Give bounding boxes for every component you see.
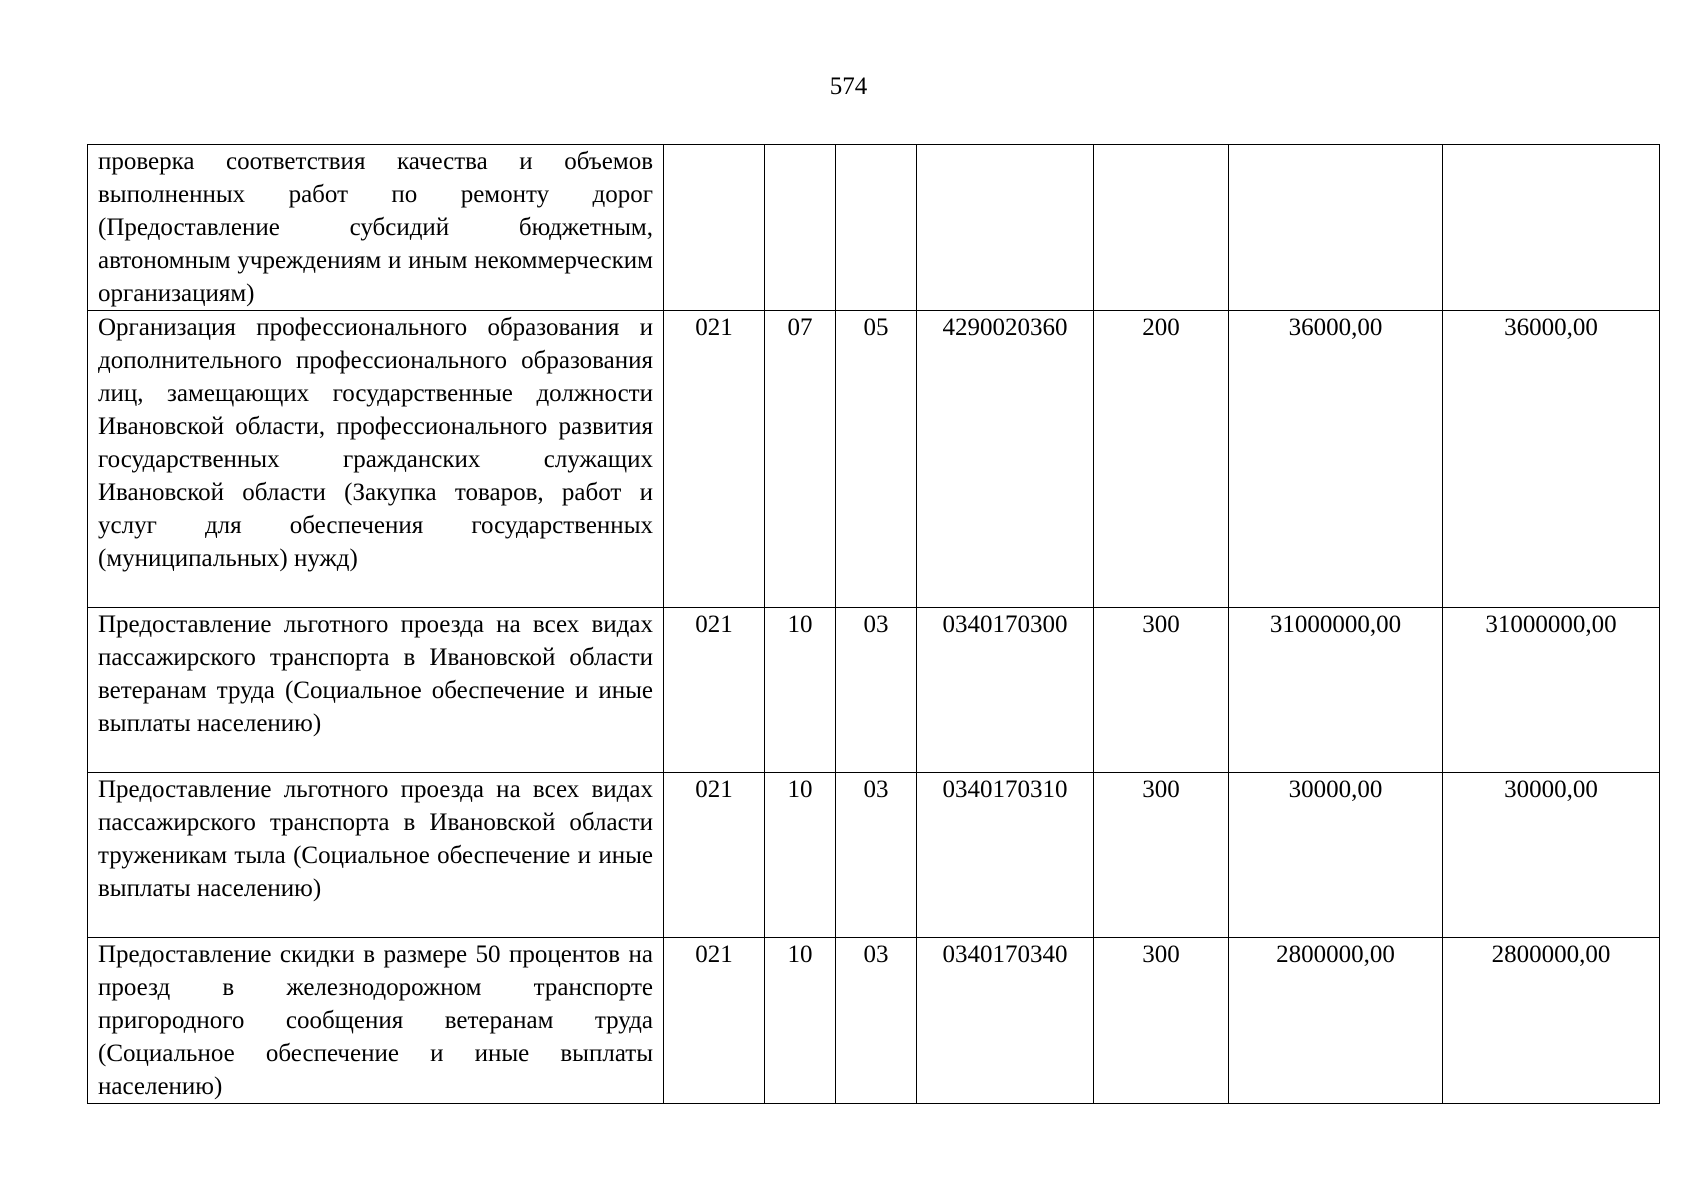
amount-2-cell: 31000000,00 <box>1443 608 1660 773</box>
section-code-cell: 10 <box>765 608 836 773</box>
budget-table <box>87 144 1660 1104</box>
description-cell: Предоставление льготного проезда на всех видах пассажирского транспорта в Ивановской области труженикам тыла (Социальное обеспечение и иные выплаты населению) <box>88 773 664 938</box>
target-article-cell: 0340170310 <box>917 773 1094 938</box>
ministry-code-cell: 021 <box>664 938 765 1104</box>
subsection-code-cell: 03 <box>836 608 917 773</box>
table-row <box>88 938 1660 1104</box>
amount-1-cell: 2800000,00 <box>1229 938 1443 1104</box>
target-article-cell: 0340170340 <box>917 938 1094 1104</box>
amount-1-cell: 36000,00 <box>1229 311 1443 608</box>
expense-type-cell: 300 <box>1094 938 1229 1104</box>
amount-2-cell <box>1443 145 1660 311</box>
ministry-code-cell: 021 <box>664 311 765 608</box>
expense-type-cell <box>1094 145 1229 311</box>
amount-1-cell <box>1229 145 1443 311</box>
target-article-cell: 0340170300 <box>917 608 1094 773</box>
ministry-code-cell <box>664 145 765 311</box>
target-article-cell: 4290020360 <box>917 311 1094 608</box>
target-article-cell <box>917 145 1094 311</box>
subsection-code-cell <box>836 145 917 311</box>
subsection-code-cell: 03 <box>836 773 917 938</box>
expense-type-cell: 300 <box>1094 608 1229 773</box>
table-row <box>88 608 1660 773</box>
amount-2-cell: 30000,00 <box>1443 773 1660 938</box>
description-cell: Предоставление льготного проезда на всех видах пассажирского транспорта в Ивановской области ветеранам труда (Социальное обеспечение и иные выплаты населению) <box>88 608 664 773</box>
description-cell: Организация профессионального образования и дополнительного профессионального образования лиц, замещающих государственные должности Ивановской области, профессионального развития государственных гражданских служащих Ивановской области (Закупка товаров, работ и услуг для обеспечения государственных (муниципальных) нужд) <box>88 311 664 608</box>
table-row <box>88 145 1660 311</box>
section-code-cell: 07 <box>765 311 836 608</box>
subsection-code-cell: 03 <box>836 938 917 1104</box>
ministry-code-cell: 021 <box>664 773 765 938</box>
description-cell: Предоставление скидки в размере 50 процентов на проезд в железнодорожном транспорте пригородного сообщения ветеранам труда (Социальное обеспечение и иные выплаты населению) <box>88 938 664 1104</box>
subsection-code-cell: 05 <box>836 311 917 608</box>
section-code-cell: 10 <box>765 773 836 938</box>
ministry-code-cell: 021 <box>664 608 765 773</box>
amount-1-cell: 31000000,00 <box>1229 608 1443 773</box>
expense-type-cell: 200 <box>1094 311 1229 608</box>
amount-2-cell: 36000,00 <box>1443 311 1660 608</box>
section-code-cell: 10 <box>765 938 836 1104</box>
section-code-cell <box>765 145 836 311</box>
amount-2-cell: 2800000,00 <box>1443 938 1660 1104</box>
table-row <box>88 773 1660 938</box>
description-cell: проверка соответствия качества и объемов выполненных работ по ремонту дорог (Предоставление субсидий бюджетным, автономным учреждениям и иным некоммерческим организациям) <box>88 145 664 311</box>
expense-type-cell: 300 <box>1094 773 1229 938</box>
page-number: 574 <box>829 73 868 100</box>
table-row <box>88 311 1660 608</box>
amount-1-cell: 30000,00 <box>1229 773 1443 938</box>
